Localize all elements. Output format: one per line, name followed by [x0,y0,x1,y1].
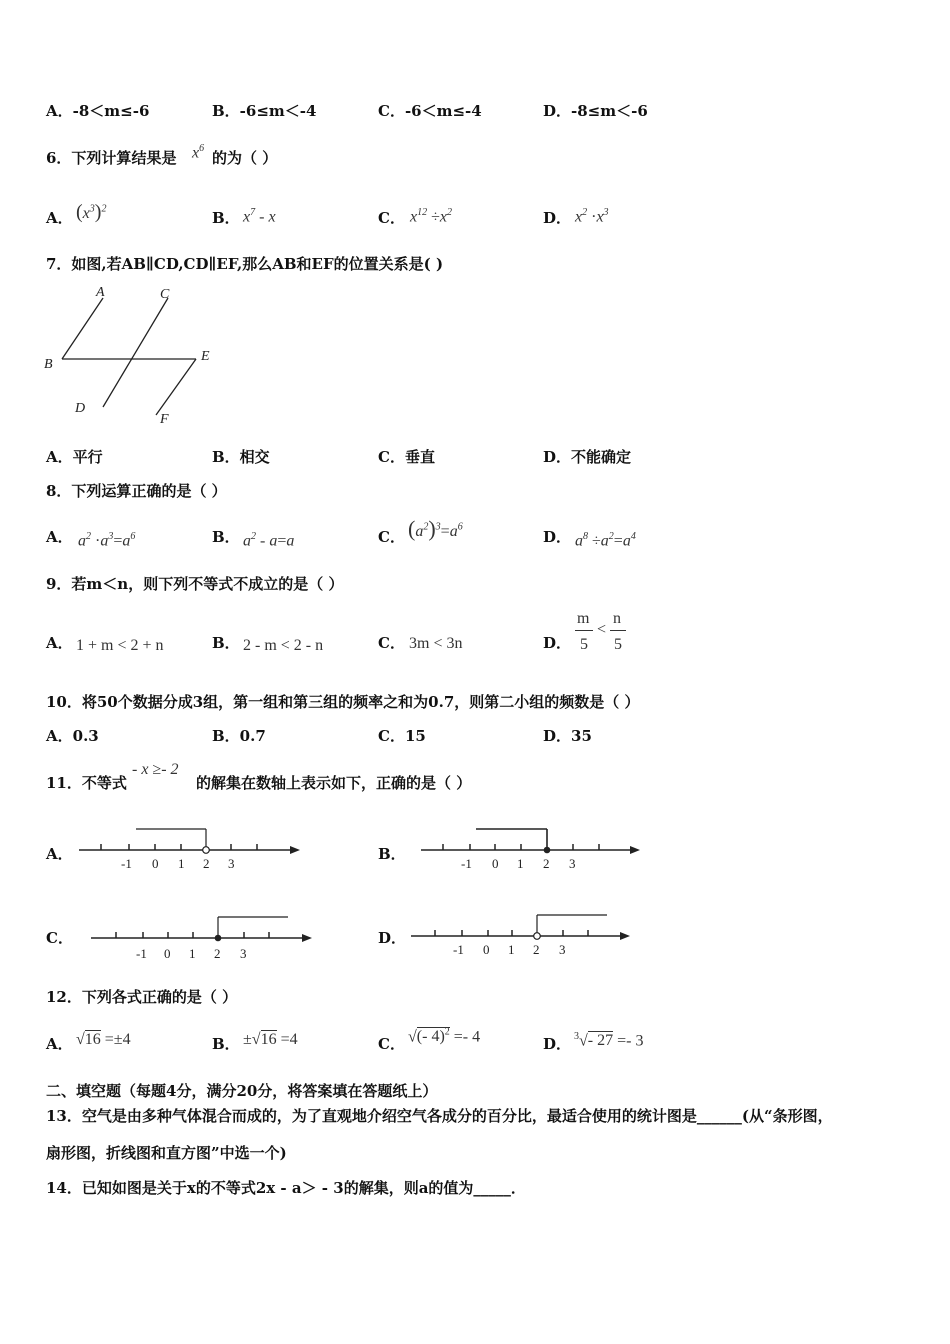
q10-option-b: B．0.7 [212,727,266,745]
q9-d-num1: m [577,610,590,627]
line-cd [103,298,168,407]
q9-label-d: D． [543,634,572,652]
tick-label: -1 [136,946,147,961]
q7-option-a: A．平行 [46,448,103,466]
q12-option-d-expr: $^3$√- 27 =- 3 [574,1031,644,1050]
q12-stem: 12．下列各式正确的是（ ） [46,988,238,1006]
q8-option-b-expr: $a^2 - a=a$ [243,531,295,550]
tick-label: 2 [543,856,550,871]
q9-option-c-expr: 3m < 3n [409,635,463,652]
q5-option-d: D．-8≤m＜-6 [543,102,648,120]
q12-label-a: A． [46,1035,73,1053]
q5-option-b: B．-6≤m＜-4 [212,102,317,120]
tick-label: -1 [121,856,132,871]
q6-label-c: C． [378,209,405,227]
q8-label-d: D． [543,528,572,546]
q10-option-d: D．35 [543,727,592,745]
q9-label-b: B． [212,634,240,652]
q9-label-a: A． [46,634,73,652]
q9-d-num2: n [613,610,621,627]
tick-label: 1 [178,856,185,871]
q10-option-c: C．15 [378,727,426,745]
q6-option-a-expr: $(x^3)^2$ [76,201,107,223]
q6-label-a: A． [46,209,73,227]
q8-label-b: B． [212,528,240,546]
q11-label-a: A． [46,845,73,863]
q7-option-d: D．不能确定 [543,448,632,466]
point-e-label: E [201,349,210,364]
q6-label-d: D． [543,209,572,227]
tick-label: 2 [533,942,540,957]
point-a-label: A [96,285,105,300]
q6-stem-pre: 6．下列计算结果是 [46,149,177,167]
tick-label: 1 [508,942,515,957]
q9-option-b-expr: 2 - m < 2 - n [243,637,324,654]
q12-option-b-expr: ±√16 =4 [243,1031,298,1048]
q7-option-b: B．相交 [212,448,270,466]
point-f-label: F [160,412,169,427]
q12-option-c-expr: √(- 4)$^2$ =- 4 [408,1027,481,1046]
q9-stem: 9．若m＜n，则下列不等式不成立的是（ ） [46,575,344,593]
tick-label: 3 [228,856,235,871]
tick-label: 0 [152,856,159,871]
q8-label-c: C． [378,528,405,546]
tick-label: 1 [189,946,196,961]
q6-label-b: B． [212,209,240,227]
q11-label-b: B． [378,845,406,863]
tick-label: 1 [517,856,524,871]
q11-label-c: C． [46,929,73,947]
q11-label-d: D． [378,929,407,947]
q9-d-den2: 5 [614,636,622,653]
q13-line1: 13．空气是由多种气体混合而成的，为了直观地介绍空气各成分的百分比，最适合使用的统计图是______(从“条形图， [46,1107,833,1125]
q12-option-a-expr: √16 =±4 [76,1031,131,1048]
line-ab [62,298,103,359]
q11-stem-post: 的解集在数轴上表示如下，正确的是（ ） [196,774,472,792]
q12-label-b: B． [212,1035,240,1053]
q8-label-a: A． [46,528,73,546]
q10-option-a: A．0.3 [46,727,99,745]
q6-option-d-expr: $x^2 \cdot x^3$ [575,207,609,226]
q12-label-d: D． [543,1035,572,1053]
q11-number-line-b [418,822,648,874]
tick-label: 3 [559,942,566,957]
q11-inequality-expr: - x ≥- 2 [132,761,179,778]
q7-option-c: C．垂直 [378,448,435,466]
q8-stem: 8．下列运算正确的是（ ） [46,482,227,500]
q9-d-op: < [597,621,607,638]
tick-label: 3 [569,856,576,871]
q11-number-line-a [76,822,306,874]
q5-option-c: C．-6＜m≤-4 [378,102,482,120]
tick-label: 0 [164,946,171,961]
q11-stem-pre: 11．不等式 [46,774,127,792]
q6-expr-x6: $x^6$ [192,143,205,162]
q9-d-fraction-bar2 [610,630,626,631]
tick-label: -1 [453,942,464,957]
q10-stem: 10．将50个数据分成3组，第一组和第三组的频率之和为0.7，则第二小组的频数是（ ） [46,693,640,711]
q8-option-a-expr: $a^2 \cdot a^3=a^6$ [78,531,136,550]
q12-label-c: C． [378,1035,405,1053]
q11-number-line-d [408,908,638,960]
point-c-label: C [160,287,170,302]
q11-number-line-c [88,910,318,962]
q5-option-a: A．-8＜m≤-6 [46,102,150,120]
tick-label: 0 [483,942,490,957]
q7-stem: 7．如图,若AB∥CD,CD∥EF,那么AB和EF的位置关系是( ) [46,255,444,273]
q9-label-c: C． [378,634,405,652]
tick-label: 0 [492,856,499,871]
q9-d-fraction-bar1 [575,630,593,631]
tick-label: -1 [461,856,472,871]
q6-option-c-expr: $x^{12} \div x^2$ [410,207,452,226]
point-b-label: B [44,357,53,372]
q7-parallel-lines-figure [40,282,230,432]
q13-line2: 扇形图，折线图和直方图”中选一个) [46,1144,287,1162]
q6-stem-post: 的为（ ） [212,149,278,167]
section-heading: 二、填空题（每题4分，满分20分，将答案填在答题纸上） [46,1082,438,1100]
q9-d-den1: 5 [580,636,588,653]
q8-option-d-expr: $a^8 \div a^2=a^4$ [575,531,636,550]
tick-label: 3 [240,946,247,961]
point-d-label: D [75,401,86,416]
q14-stem: 14．已知如图是关于x的不等式2x - a＞ - 3的解集，则a的值为_____． [46,1179,526,1197]
q9-option-a-expr: 1 + m < 2 + n [76,637,164,654]
q8-option-c-expr: $(a^2)^3=a^6$ [408,516,463,541]
line-ef [156,359,196,415]
tick-label: 2 [203,856,210,871]
q6-option-b-expr: $x^7$ - x [243,207,276,226]
tick-label: 2 [214,946,221,961]
